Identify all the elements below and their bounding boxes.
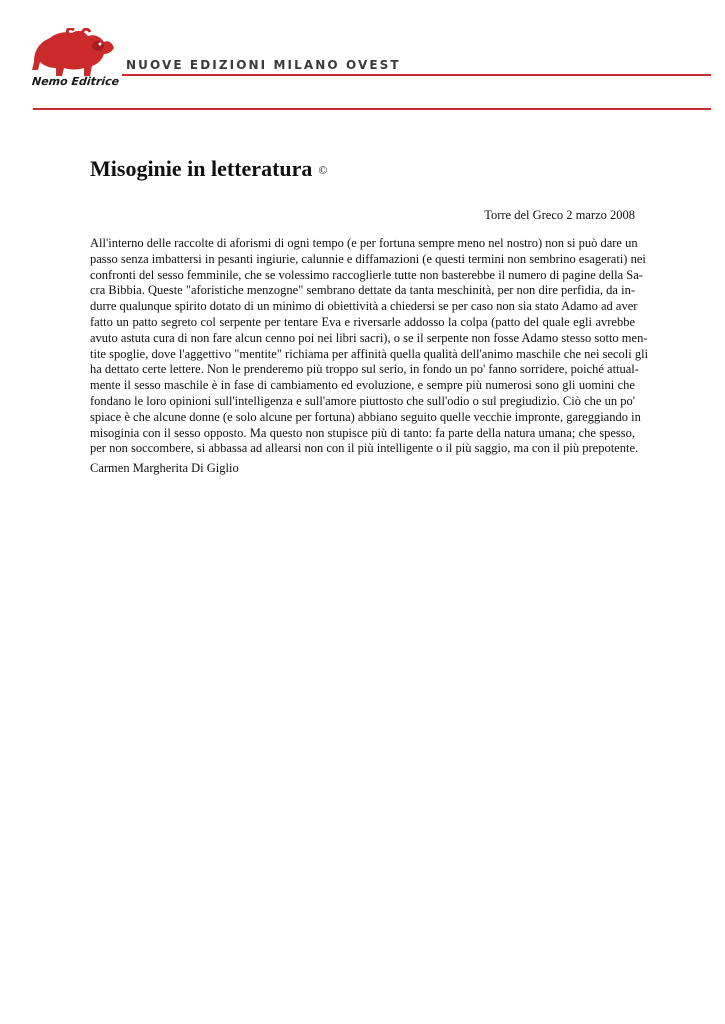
body-line: ha dettato certe lettere. Non le prenderemo più troppo sul serio, in fondo un po' fanno sorridere, poiché attual-	[90, 362, 639, 377]
article-title-text: Misoginie in letteratura	[90, 156, 313, 181]
copyright-symbol: ©	[318, 163, 328, 178]
bull-icon	[28, 28, 118, 78]
article-title	[90, 156, 328, 182]
article-author: Carmen Margherita Di Giglio	[90, 461, 239, 475]
body-line: spiace è che alcune donne (e solo alcune per fortuna) abbiano seguito quelle vecchie impronte, gareggiando in	[90, 409, 641, 424]
body-line: misoginia con il sesso opposto. Ma questo non stupisce più di tanto: fa parte della natura umana; che spesso,	[90, 425, 635, 440]
header-divider	[33, 108, 711, 110]
article-body	[90, 236, 649, 457]
body-line: tite spoglie, dove l'aggettivo "mentite" richiama per affinità quella qualità dell'animo maschile che nei secoli gli	[90, 346, 649, 361]
body-line: durre qualunque spirito dotato di un minimo di obiettività a chiedersi se per caso non sia stato Adamo ad aver	[90, 299, 638, 314]
publisher-logo	[28, 28, 118, 94]
page-header	[0, 0, 725, 115]
body-line: cra Bibbia. Queste "aforistiche menzogne" sembrano dettate da tanta meschinità, per non dire perfidia, da in-	[90, 283, 635, 298]
body-line: fondano le loro opinioni sull'intelligenza e sull'amore piuttosto che sull'odio o sul pregiudizio. Ciò che un po'	[90, 393, 635, 408]
header-divider-top	[122, 74, 711, 76]
place-date: Torre del Greco 2 marzo 2008	[484, 208, 635, 222]
body-line: passo senza imbattersi in pesanti ingiurie, calunnie e diffamazioni (e questi termini non sembrino esagerati) nei	[90, 251, 646, 266]
logo-wordmark: Nemo Editrice	[31, 75, 120, 88]
body-line: avuto astuta cura di non fare alcun cenno poi nei libri sacri), o se il serpente non fosse Adamo stesso sotto men-	[90, 330, 648, 345]
body-line: confronti del sesso femminile, che se volessimo raccoglierle tutte non basterebbe il numero di pagine della Sa-	[90, 267, 643, 282]
publisher-name: NUOVE EDIZIONI MILANO OVEST	[126, 58, 401, 72]
body-line: per non soccombere, si abbassa ad allearsi non con il più intelligente o il più saggio, ma con il più prepotente.	[90, 441, 639, 456]
body-line: fatto un patto segreto col serpente per tentare Eva e riversarle addosso la colpa (patto del quale egli avrebbe	[90, 314, 635, 329]
body-line: All'interno delle raccolte di aforismi di ogni tempo (e per fortuna sempre meno nel nostro) non si può dare un	[90, 236, 638, 250]
body-line: mente il sesso maschile è in fase di cambiamento ed evoluzione, e sempre più numerosi sono gli uomini che	[90, 378, 635, 393]
